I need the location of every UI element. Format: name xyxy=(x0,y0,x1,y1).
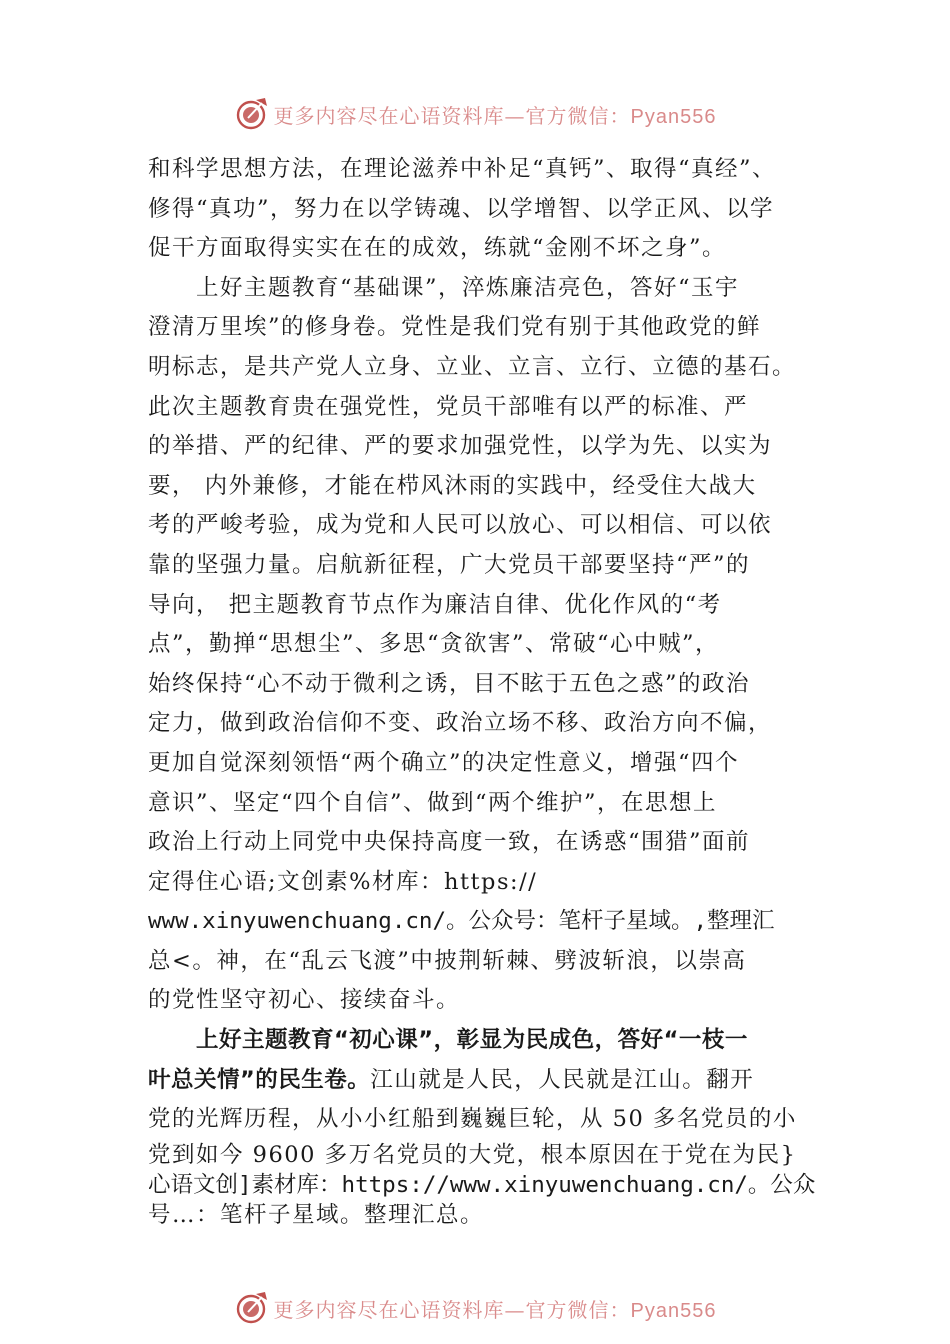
text-line: 要， 内外兼修，才能在栉风沐雨的实践中，经受住大战大 xyxy=(148,472,757,499)
bold-phrase: 叶总关情”的民生卷。 xyxy=(148,1066,371,1093)
text-line: 修得“真功”，努力在以学铸魂、以学增智、以学正风、以学 xyxy=(148,195,775,222)
header-banner xyxy=(0,94,950,134)
footer-banner-text: 更多内容尽在心语资料库—官方微信：Pyan556 xyxy=(273,1297,717,1322)
text-line: 的党性坚守初心、接续奋斗。 xyxy=(148,987,461,1014)
text-line: 政治上行动上同党中央保持高度一致，在诱惑“围猎”面前 xyxy=(148,829,751,856)
pen-logo-icon xyxy=(234,1290,270,1326)
text-line: 始终保持“心不动于微利之诱，目不眩于五色之惑”的政治 xyxy=(148,670,751,697)
text-line: 此次主题教育贵在强党性，党员干部唯有以严的标准、严 xyxy=(148,393,749,420)
text-line: 促干方面取得实实在在的成效，练就“金刚不坏之身”。 xyxy=(148,235,727,262)
text-line: www.xinyuwenchuang.cn/。公众号：笔杆子星域。,整理汇 xyxy=(148,908,775,935)
text-line: 的举措、严的纪律、严的要求加强党性，以学为先、以实为 xyxy=(148,433,773,460)
text-line: 党到如今 9600 多万名党员的大党，根本原因在于党在为民} xyxy=(148,1141,797,1168)
header-banner-text: 更多内容尽在心语资料库—官方微信：Pyan556 xyxy=(273,103,717,128)
text-line: 总<。神，在“乱云飞渡”中披荆斩棘、劈波斩浪，以崇高 xyxy=(148,947,747,974)
text-line: 上好主题教育“基础课”，淬炼廉洁亮色，答好“玉宇 xyxy=(196,274,740,301)
text-line: 党的光辉历程，从小小红船到巍巍巨轮，从 50 多名党员的小 xyxy=(148,1106,797,1133)
text-line: 明标志，是共产党人立身、立业、立言、立行、立德的基石。 xyxy=(148,353,797,380)
pen-logo-icon xyxy=(234,96,270,132)
text-line: 意识”、坚定“四个自信”、做到“两个维护”，在思想上 xyxy=(148,789,718,816)
text-line: 点”，勤掸“思想尘”、多思“贪欲害”、常破“心中贼”， xyxy=(148,631,720,658)
text-line: 考的严峻考验，成为党和人民可以放心、可以相信、可以依 xyxy=(148,512,773,539)
text-line: 更加自觉深刻领悟“两个确立”的决定性意义，增强“四个 xyxy=(148,749,740,776)
text-line: 号…：笔杆子星域。整理汇总。 xyxy=(148,1201,485,1228)
text-line: 定得住心语;文创素%材库：https:// xyxy=(148,868,538,895)
text-line: 定力，做到政治信仰不变、政治立场不移、政治方向不偏， xyxy=(148,710,773,737)
text-line: 导向， 把主题教育节点作为廉洁自律、优化作风的“考 xyxy=(148,591,722,618)
text-span: 江山就是人民，人民就是江山。翻开 xyxy=(370,1066,755,1093)
text-line: 和科学思想方法，在理论滋养中补足“真钙”、取得“真经”、 xyxy=(148,156,777,182)
footer-banner xyxy=(0,1288,950,1328)
paragraph-heading: 上好主题教育“初心课”，彰显为民成色，答好“一枝一 xyxy=(196,1027,748,1054)
text-line xyxy=(148,1061,828,1101)
document-body xyxy=(148,150,828,1230)
text-line: 靠的坚强力量。启航新征程，广大党员干部要坚持“严”的 xyxy=(148,551,751,578)
text-line: 澄清万里埃”的修身卷。党性是我们党有别于其他政党的鲜 xyxy=(148,314,762,341)
text-line: 心语文创]素材库：https://www.xinyuwenchuang.cn/。公众 xyxy=(148,1171,816,1198)
